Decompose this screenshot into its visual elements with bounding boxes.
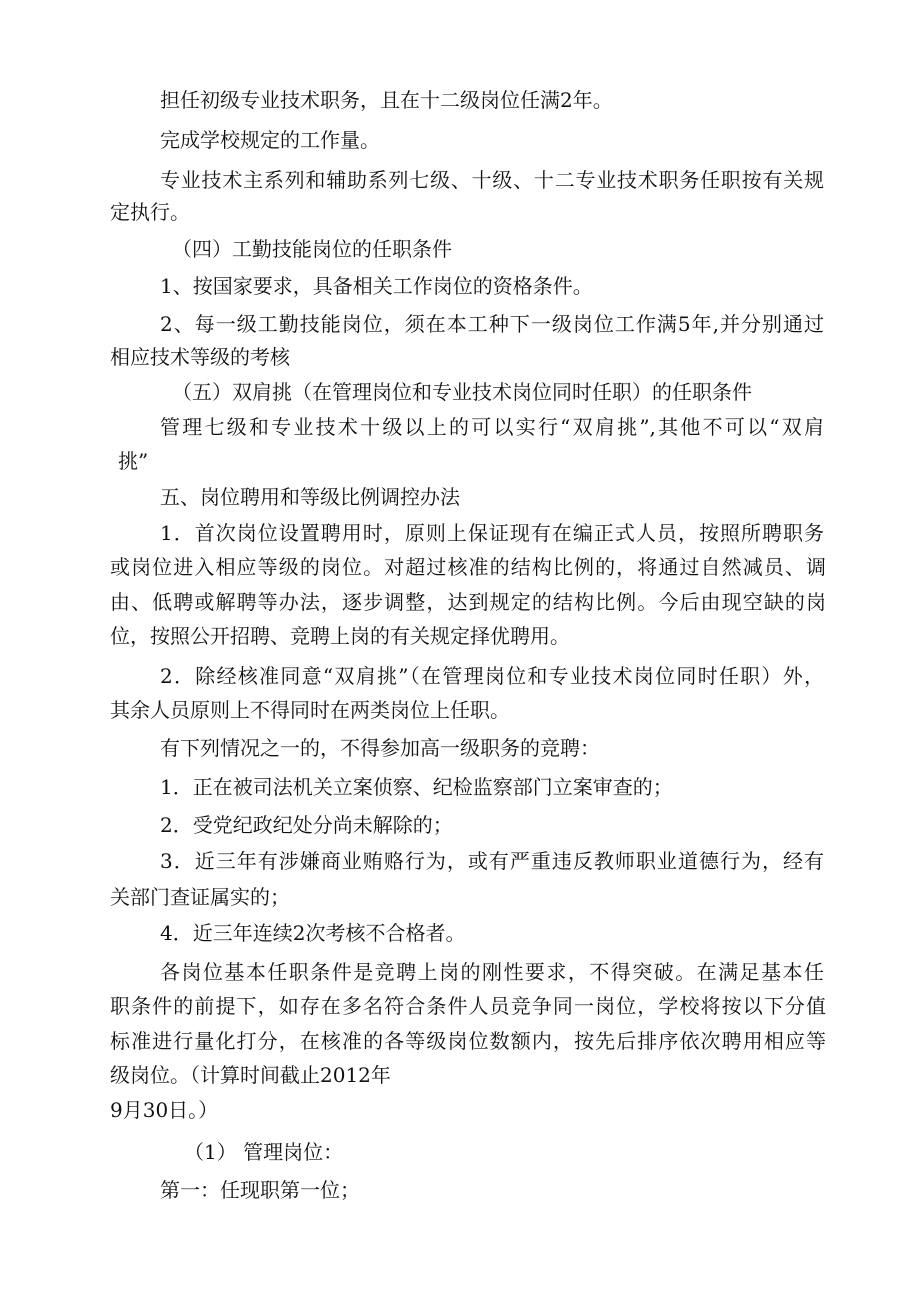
list-item: 1．正在被司法机关立案侦察、纪检监察部门立案审查的；: [160, 775, 673, 799]
list-item: 2．受党纪政纪处分尚未解除的；: [160, 813, 453, 837]
text-line: 担任初级专业技术职务，且在十二级岗位任满2年。: [160, 88, 613, 112]
text-line: 相应技术等级的考核: [110, 345, 290, 369]
text-line: 位，按照公开招聘、竞聘上岗的有关规定择优聘用。: [110, 624, 570, 648]
text-line: 或岗位进入相应等级的岗位。对超过核准的结构比例的，将通过自然减员、调: [110, 555, 826, 579]
text-line: 级岗位。（计算时间截止2012年: [110, 1063, 391, 1087]
section-heading: 五、岗位聘用和等级比例调控办法: [160, 485, 460, 509]
text-line: 其余人员原则上不得同时在两类岗位上任职。: [110, 698, 510, 722]
text-line: 1、按国家要求，具备相关工作岗位的资格条件。: [160, 274, 593, 298]
text-line: 有下列情况之一的，不得参加高一级职务的竞聘：: [160, 736, 600, 760]
text-line: 9月30日。）: [110, 1098, 219, 1122]
section-heading: （五）双肩挑（在管理岗位和专业技术岗位同时任职）的任职条件: [172, 380, 752, 404]
text-line: 专业技术主系列和辅助系列七级、十级、十二专业技术职务任职按有关规: [160, 168, 824, 192]
text-line: 第一：任现职第一位；: [160, 1178, 360, 1202]
section-heading: （1） 管理岗位：: [184, 1140, 344, 1164]
text-line: 管理七级和专业技术十级以上的可以实行“双肩挑”,其他不可以“双肩: [160, 415, 824, 439]
text-line: 职条件的前提下，如存在多名符合条件人员竞争同一岗位，学校将按以下分值: [110, 994, 826, 1018]
text-line: 完成学校规定的工作量。: [160, 128, 380, 152]
text-line: 各岗位基本任职条件是竞聘上岗的刚性要求，不得突破。在满足基本任: [160, 960, 824, 984]
list-item: 4．近三年连续2次考核不合格者。: [160, 921, 466, 945]
text-line: 2．除经核准同意“双肩挑”（在管理岗位和专业技术岗位同时任职）外，: [160, 664, 824, 688]
section-heading: （四）工勤技能岗位的任职条件: [172, 237, 452, 261]
text-line: 1．首次岗位设置聘用时，原则上保证现有在编正式人员，按照所聘职务: [160, 521, 824, 545]
list-item: 3．近三年有涉嫌商业贿赂行为，或有严重违反教师职业道德行为，经有: [160, 849, 824, 873]
text-line: 2、每一级工勤技能岗位，须在本工种下一级岗位工作满5年,并分别通过: [160, 312, 824, 336]
text-line: 挑”: [118, 449, 149, 473]
text-line: 关部门查证属实的；: [110, 885, 290, 909]
text-line: 标准进行量化打分，在核准的各等级岗位数额内，按先后排序依次聘用相应等: [110, 1029, 826, 1053]
text-line: 定执行。: [110, 200, 190, 224]
text-line: 由、低聘或解聘等办法，逐步调整，达到规定的结构比例。今后由现空缺的岗: [110, 590, 826, 614]
